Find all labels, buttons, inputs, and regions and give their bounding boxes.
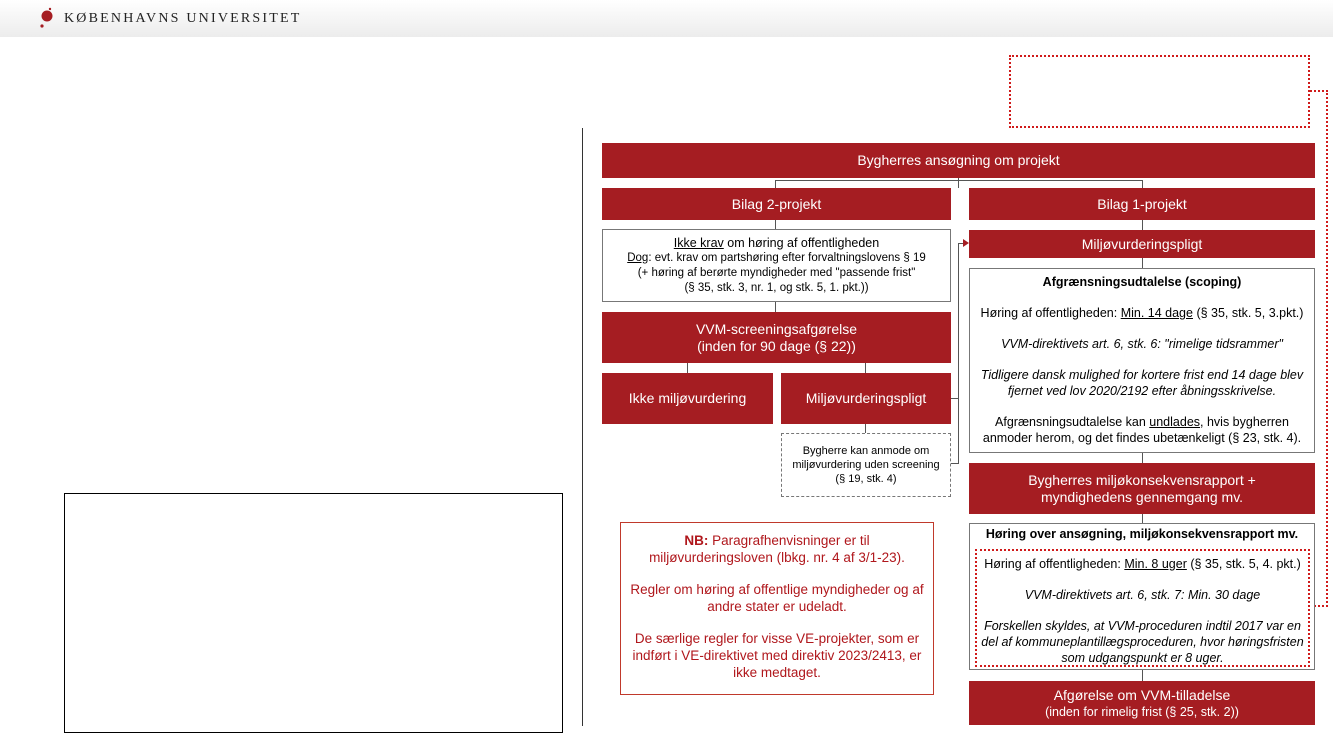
bilag1-label: Bilag 1-projekt [1097,195,1187,212]
no-assessment-label: Ikke miljøvurdering [628,390,747,406]
connector [865,424,866,433]
screening-title: VVM-screeningsafgørelse [695,320,858,337]
scoping-box [969,268,1315,453]
connector [1142,258,1143,268]
hearing-directive-text: VVM-direktivets art. 6, stk. 7: Min. 30 dage [1024,588,1261,602]
scoping-hearing-prefix: Høring af offentligheden: [980,306,1121,320]
authority-hearing-text: (+ høring af berørte myndigheder med "passende frist" [637,267,916,279]
scoping-omit-word: undlades [1149,415,1201,429]
screening-subtitle: (inden for 90 dage (§ 22)) [697,337,856,354]
nb-note-box [620,522,934,695]
bilag2-label: Bilag 2-projekt [731,195,822,212]
connector [775,220,776,229]
connector [1142,180,1143,188]
permit-decision-title: Afgørelse om VVM-tilladelse [1053,686,1231,703]
report-box [969,463,1315,514]
university-name: KØBENHAVNS UNIVERSITET [64,11,302,26]
university-logo-icon [38,6,56,30]
divider-line [582,128,583,726]
connector [775,180,776,188]
not-required-text: Ikke krav [673,236,724,250]
connector [1142,670,1143,681]
assessment-required-box-right [969,230,1315,258]
however-text: Dog [627,252,649,264]
public-hearing-note [602,229,951,302]
application-box [602,143,1315,178]
connector [1142,220,1143,230]
party-hearing-text: : evt. krav om partshøring efter forvaltningslovens § 19 [648,252,926,264]
bilag1-box [969,188,1315,220]
bilag2-box [602,188,951,220]
hearing-text: om høring af offentligheden [723,236,880,250]
permit-decision-box [969,681,1315,725]
assessment-required-label: Miljøvurderingspligt [805,390,927,406]
hearing-min-period: Min. 8 uger [1124,557,1187,571]
nb-label: NB: [684,533,709,548]
scoping-min-period: Min. 14 dage [1120,306,1193,320]
connector [1142,514,1143,523]
connector [865,363,866,373]
scoping-omit-rest: , hvis bygherren anmoder herom, og det findes ubetænkeligt (§ 23, stk. 4). [982,415,1302,445]
connector [1142,453,1143,463]
application-label: Bygherres ansøgning om projekt [857,152,1060,168]
nb-paragraph-3: De særlige regler for visse VE-projekter, som er indført i VE-direktivet med direktiv 2023/2413, er ikke medtaget. [632,631,922,680]
paragraph-ref-text: (§ 35, stk. 3, nr. 1, og stk. 5, 1. pkt.)) [684,282,869,294]
scoping-title: Afgrænsningsudtalelse (scoping) [1042,275,1242,289]
nb-paragraph-2: Regler om høring af offentlige myndigheder og af andre stater er udeladt. [630,582,924,614]
permit-decision-subtitle: (inden for rimelig frist (§ 25, stk. 2)) [1045,704,1239,719]
screening-decision-box [602,312,951,363]
hearing-prefix: Høring af offentligheden: [984,557,1125,571]
hearing-title: Høring over ansøgning, miljøkonsekvensrapport mv. [985,527,1299,541]
scoping-earlier-text: Tidligere dansk mulighed for kortere frist end 14 dage blev fjernet ved lov 2020/2192 efter åbningsskrivelse. [980,368,1304,398]
request-assessment-text: Bygherre kan anmode om miljøvurdering uden screening (§ 19, stk. 4) [792,445,940,485]
header-bar [0,0,1333,37]
hearing-ref: (§ 35, stk. 5, 4. pkt.) [1186,557,1301,571]
hearing-difference-text: Forskellen skyldes, at VVM-proceduren indtil 2017 var en del af kommuneplantillægsproceduren, hvor høringsfristen som udgangspunkt er 8 uger. [981,619,1304,665]
scoping-directive-text: VVM-direktivets art. 6, stk. 6: "rimelige tidsrammer" [1001,337,1283,351]
dotted-callout-box [1009,55,1310,128]
scoping-omit-prefix: Afgrænsningsudtalelse kan [995,415,1150,429]
connector [775,180,1143,181]
connector [958,243,959,464]
connector [775,302,776,312]
no-assessment-box [602,373,773,424]
assessment-required-label-right: Miljøvurderingspligt [1081,235,1203,252]
nb-paragraph-1: Paragrafhenvisninger er til miljøvurderingsloven (lbkg. nr. 4 af 3/1-23). [649,533,905,565]
scoping-hearing-ref: (§ 35, stk. 5, 3.pkt.) [1192,306,1304,320]
connector [687,363,688,373]
report-label: Bygherres miljøkonsekvensrapport + myndighedens gennemgang mv. [1028,471,1256,505]
empty-text-box [64,493,563,733]
hearing-details [977,556,1308,666]
assessment-required-box [781,373,951,424]
request-assessment-note [781,433,951,497]
